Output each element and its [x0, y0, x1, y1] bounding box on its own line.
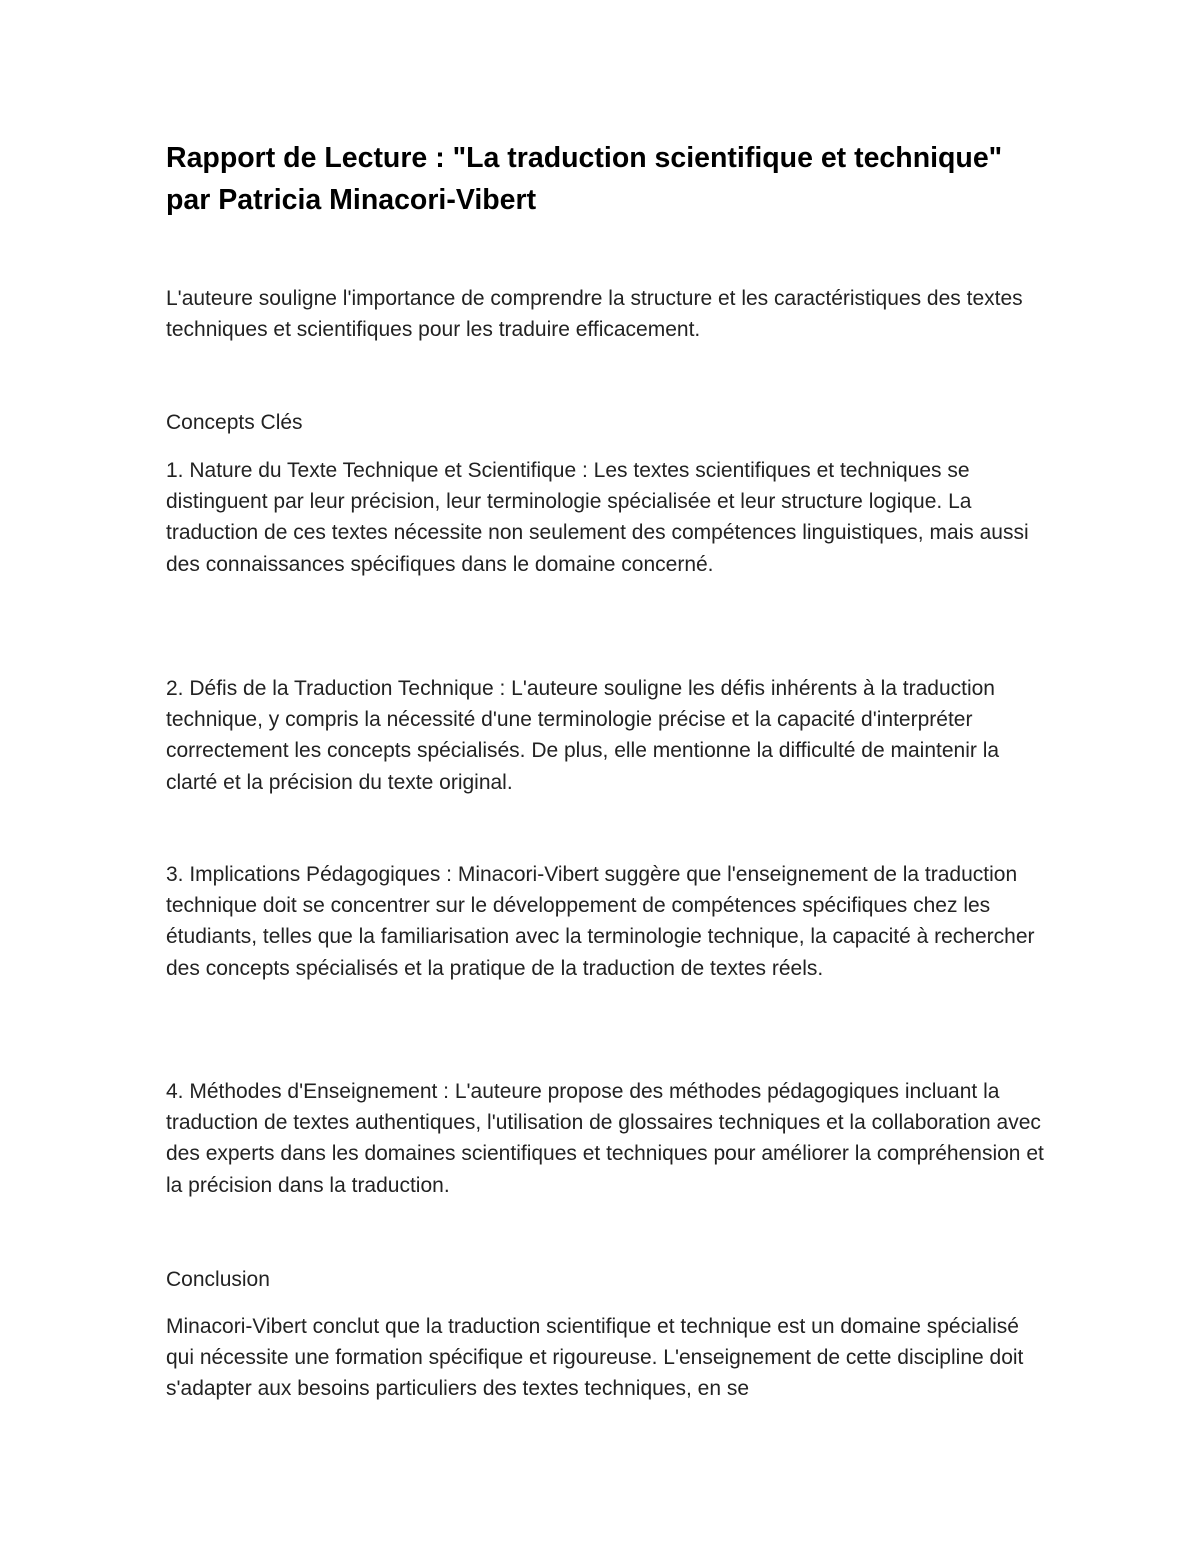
intro-paragraph: L'auteure souligne l'importance de comprendre la structure et les caractéristiques des textes techniques et scientifiques pour les traduire efficacement. [166, 287, 1023, 342]
concepts-heading: Concepts Clés [166, 411, 303, 434]
document-title: Rapport de Lecture : "La traduction scientifique et technique" par Patricia Minacori-Vibert [166, 142, 1003, 216]
concept-item-3: 3. Implications Pédagogiques : Minacori-Vibert suggère que l'enseignement de la traduction technique doit se concentrer sur le développement de compétences spécifiques chez les étudiants, telles que la familiarisation avec la terminologie technique, la capacité à rechercher des concepts spécialisés et la pratique de la traduction de textes réels. [166, 863, 1035, 980]
conclusion-paragraph: Minacori-Vibert conclut que la traduction scientifique et technique est un domaine spécialisé qui nécessite une formation spécifique et rigoureuse. L'enseignement de cette discipline doit s'adapter aux besoins particuliers des textes techniques, en se [166, 1315, 1024, 1401]
conclusion-heading: Conclusion [166, 1268, 270, 1291]
concept-item-1: 1. Nature du Texte Technique et Scientifique : Les textes scientifiques et techniques se distinguent par leur précision, leur terminologie spécialisée et leur structure logique. La traduction de ces textes nécessite non seulement des compétences linguistiques, mais aussi des connaissances spécifiques dans le domaine concerné. [166, 459, 1029, 576]
concept-item-4: 4. Méthodes d'Enseignement : L'auteure propose des méthodes pédagogiques incluant la traduction de textes authentiques, l'utilisation de glossaires techniques et la collaboration avec des experts dans les domaines scientifiques et techniques pour améliorer la compréhension et la précision dans la traduction. [166, 1080, 1044, 1197]
concept-item-2: 2. Défis de la Traduction Technique : L'auteure souligne les défis inhérents à la traduction technique, y compris la nécessité d'une terminologie précise et la capacité d'interpréter correctement les concepts spécialisés. De plus, elle mentionne la difficulté de maintenir la clarté et la précision du texte original. [166, 677, 1000, 794]
